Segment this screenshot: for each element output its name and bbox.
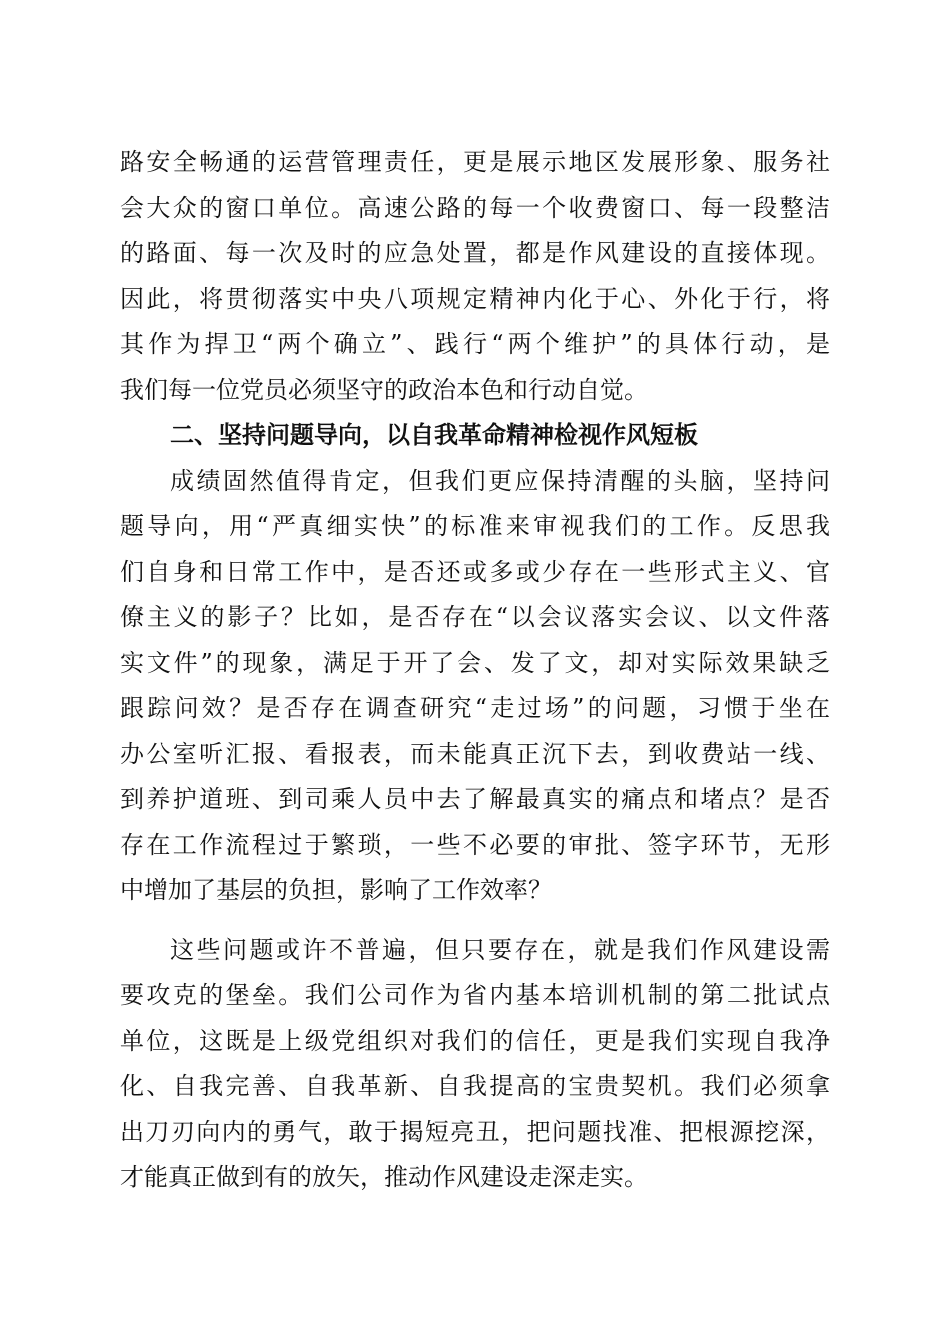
text-line: 单位，这既是上级党组织对我们的信任，更是我们实现自我净 bbox=[120, 1026, 830, 1055]
text-line: 化、自我完善、自我革新、自我提高的宝贵契机。我们必须拿 bbox=[120, 1072, 830, 1100]
text-line: 到养护道班、到司乘人员中去了解最真实的痛点和堵点？是否 bbox=[120, 785, 830, 813]
text-line: 路安全畅通的运营管理责任，更是展示地区发展形象、服务社 bbox=[120, 148, 830, 176]
paragraph-3 bbox=[120, 928, 830, 1201]
text-line: 存在工作流程过于繁琐，一些不必要的审批、签字环节，无形 bbox=[120, 830, 830, 859]
paragraph-2 bbox=[120, 459, 830, 914]
text-line: 中增加了基层的负担，影响了工作效率？ bbox=[120, 876, 552, 904]
text-line: 这些问题或许不普遍，但只要存在，就是我们作风建设需 bbox=[170, 935, 830, 964]
text-line: 出刀刃向内的勇气，敢于揭短亮丑，把问题找准、把根源挖深， bbox=[120, 1117, 830, 1146]
text-line: 们自身和日常工作中，是否还或多或少存在一些形式主义、官 bbox=[120, 557, 830, 586]
paragraph-spacer bbox=[120, 914, 830, 928]
text-line: 才能真正做到有的放矢，推动作风建设走深走实。 bbox=[120, 1163, 648, 1191]
text-line: 僚主义的影子？比如，是否存在“以会议落实会议、以文件落 bbox=[120, 603, 830, 631]
text-line: 要攻克的堡垒。我们公司作为省内基本培训机制的第二批试点 bbox=[120, 981, 830, 1009]
text-line: 会大众的窗口单位。高速公路的每一个收费窗口、每一段整洁 bbox=[120, 193, 830, 222]
text-line: 我们每一位党员必须坚守的政治本色和行动自觉。 bbox=[120, 375, 648, 404]
text-line: 办公室听汇报、看报表，而未能真正沉下去，到收费站一线、 bbox=[120, 739, 830, 768]
text-line: 因此，将贯彻落实中央八项规定精神内化于心、外化于行，将 bbox=[120, 284, 830, 313]
document-page bbox=[120, 140, 830, 1201]
text-line: 的路面、每一次及时的应急处置，都是作风建设的直接体现。 bbox=[120, 239, 830, 267]
text-line: 成绩固然值得肯定，但我们更应保持清醒的头脑，坚持问 bbox=[170, 466, 830, 495]
paragraph-1 bbox=[120, 140, 830, 413]
section-heading: 二、坚持问题导向，以自我革命精神检视作风短板 bbox=[170, 421, 698, 449]
text-line: 其作为捍卫“两个确立”、践行“两个维护”的具体行动，是 bbox=[120, 330, 830, 358]
text-line: 题导向，用“严真细实快”的标准来审视我们的工作。反思我 bbox=[120, 512, 830, 540]
text-line: 实文件”的现象，满足于开了会、发了文，却对实际效果缺乏 bbox=[120, 648, 830, 677]
text-line: 跟踪问效？是否存在调查研究“走过场”的问题，习惯于坐在 bbox=[120, 694, 830, 722]
